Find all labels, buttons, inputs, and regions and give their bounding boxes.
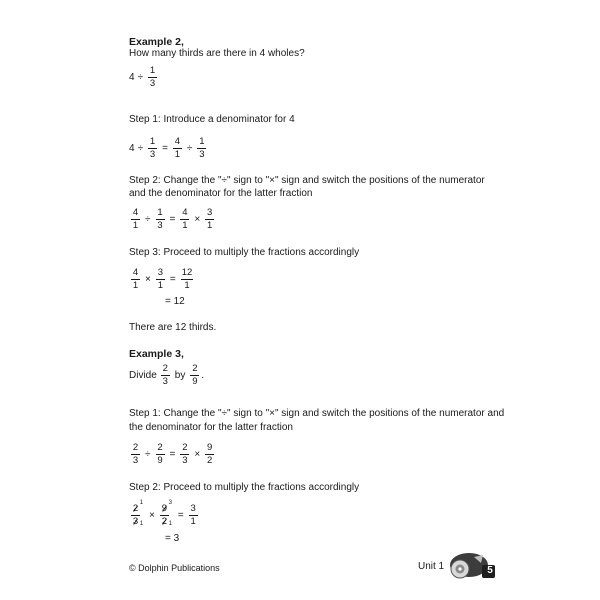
example-3-result: = 3 [165, 533, 180, 544]
page-number: 5 [487, 565, 493, 576]
example-3-step-2: Step 2: Proceed to multiply the fractions accordingly [129, 482, 360, 493]
example-3-expression-2: 2 1 3 1 × 9 3 2 1 = $\frac{3}{1}$ [132, 500, 196, 527]
example-3-step-1-line-1: Step 1: Change the "÷" sign to "×" sign and switch the positions of the numerator and [129, 408, 505, 419]
example-2-expression-4: $\frac{4}{1}$ × $\frac{3}{1}$ = $\frac{12}{1}$ [132, 267, 193, 291]
copyright-notice: © Dolphin Publications [129, 563, 220, 573]
example-2-expression-1: 4 ÷ $\frac{1}{3}$ [129, 65, 156, 89]
example-2-step-2-line-1: Step 2: Change the "÷" sign to "×" sign and switch the positions of the numerator [129, 175, 485, 186]
unit-label: Unit 1 [418, 561, 445, 572]
example-3-question: Divide $\frac{2}{3}$ by $\frac{2}{9}$ . [129, 363, 205, 387]
example-2-expression-3: $\frac{4}{1}$ ÷ $\frac{1}{3}$ = $\frac{4}{1}$ × $\frac{3}{1}$ [132, 207, 213, 231]
example-3-step-1-line-2: the denominator for the latter fraction [129, 422, 293, 433]
example-2-question: How many thirds are there in 4 wholes? [129, 48, 305, 59]
unit-badge [446, 546, 496, 580]
example-2-step-3: Step 3: Proceed to multiply the fractions accordingly [129, 247, 360, 258]
example-3-expression-1: $\frac{2}{3}$ ÷ $\frac{2}{9}$ = $\frac{2}{3}$ × $\frac{9}{2}$ [132, 442, 213, 466]
example-3-heading: Example 3, [129, 348, 184, 360]
example-2-expression-2: 4 ÷ $\frac{1}{3}$ = $\frac{4}{1}$ ÷ $\frac{1}{3}$ [129, 136, 205, 160]
example-2-conclusion: There are 12 thirds. [129, 322, 217, 333]
example-2-result: = 12 [165, 296, 185, 307]
example-2-heading: Example 2, [129, 36, 184, 48]
example-2-step-1: Step 1: Introduce a denominator for 4 [129, 114, 295, 125]
example-2-step-2-line-2: and the denominator for the latter fraction [129, 188, 313, 199]
